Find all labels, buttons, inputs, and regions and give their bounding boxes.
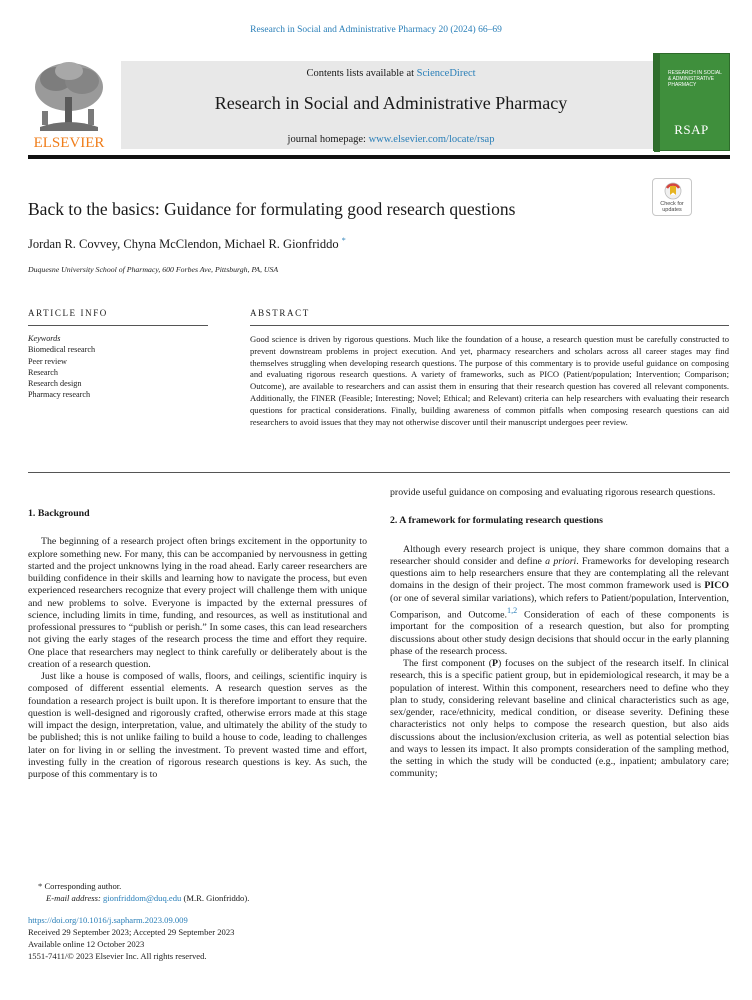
body-paragraph <box>390 544 729 659</box>
doi-link[interactable]: https://doi.org/10.1016/j.sapharm.2023.09.009 <box>28 915 188 925</box>
keywords-label: Keywords <box>28 334 61 343</box>
body-paragraph: Just like a house is composed of walls, floors, and ceilings, scientific inquiry is composed of different essential elements. A research question serves as the foundation a research project is built upon. It is therefore important to ensure that the question is well-designed and rigorously crafted, otherwise errors made at this stage will impact the design, interpretation, value, and ultimately the ability of the study to be published; this is not unlike failing to build a house to code, leading to challenges later on for living in or selling the investment. To prevent wasted time and effort, investing fully in the creation of rigorous research questions is key. As such, the purpose of this commentary is to <box>28 671 367 780</box>
term-p: P <box>492 658 499 670</box>
corresponding-line <box>28 880 428 892</box>
cover-abbreviation: RSAP <box>674 122 709 137</box>
text-run: The first component ( <box>403 658 493 670</box>
text-run: Although every research project is unique, they share common domains that a researcher should consider and define <box>390 543 729 567</box>
abstract-rule <box>250 325 729 326</box>
elsevier-logo[interactable] <box>28 57 110 153</box>
body-paragraph-continued: provide useful guidance on composing and evaluating rigorous research questions. <box>390 487 716 498</box>
corresponding-author-mark[interactable]: * <box>341 236 346 245</box>
term-pico: PICO <box>704 580 730 592</box>
cover-title: RESEARCH IN SOCIAL & ADMINISTRATIVE PHARMACY <box>668 70 722 88</box>
abstract-text: Good science is driven by rigorous questions. Much like the foundation of a house, a research question must be carefully constructed to prevent downstream problems in project execution. And yet, pharmacy researchers and scholars across all career stages may find themselves struggling when developing research questions. The purpose of this commentary is to provide useful guidance on composing and evaluating rigorous research questions. A variety of frameworks, such as PICO (Patient/population; Intervention; Comparison; Outcome), are available to researchers and can assist them in ensuring that their research question has covered all relevant components. Additionally, the FINER (Feasible; Interesting; Novel; Ethical; and Relevant) criteria can help researchers with evaluating their research questions for practical considerations. Finally, building awareness of common pitfalls when composing research questions can aid researchers to avoid issues that they may not otherwise discover until their manuscript undergoes peer review. <box>250 334 729 427</box>
keyword-item: Research <box>28 367 59 377</box>
keyword-item: Research design <box>28 379 82 389</box>
homepage-link[interactable]: www.elsevier.com/locate/rsap <box>368 134 495 145</box>
text-run: . Frameworks for developing research questions aim to help researchers ensure that they are contemplating all the relevant domains in the design of their project. The most common framework used is <box>390 555 729 592</box>
article-info-heading: ARTICLE INFO <box>28 308 108 318</box>
text-run: ) focuses on the subject of the research itself. In clinical research, this is a specific patient group, but in epidemiological research, it may be a population of interest. Within this component, researchers need to define who they plan to study, considering relevant baseline and clinical characteristics such as age, sex/gender, race/ethnicity, medical condition, or disease severity. Defining these characteristics not only helps to compose the research question, but also aids discussions about the inclusion/exclusion criteria, as well as potential selection bias and ways to lessen its impact. It also prompts consideration of the sampling method, the setting in which the study will be conducted (e.g., inpatient; ambulatory care; community; <box>390 658 729 780</box>
received-dates: Received 29 September 2023; Accepted 29 September 2023 <box>28 927 235 937</box>
abstract-heading: ABSTRACT <box>250 308 310 318</box>
homepage-line <box>121 134 661 145</box>
section-1-heading: 1. Background <box>28 508 90 519</box>
section-2-heading: 2. A framework for formulating research questions <box>390 515 603 527</box>
check-updates-label: Check for updates <box>660 201 684 213</box>
abstract-bottom-rule <box>28 472 730 473</box>
publisher-name: ELSEVIER <box>33 135 105 151</box>
email-link[interactable]: gionfriddom@duq.edu <box>102 893 182 903</box>
sciencedirect-link[interactable]: ScienceDirect <box>416 68 476 79</box>
bookmark-icon <box>653 179 693 201</box>
email-owner: (M.R. Gionfriddo). <box>183 893 250 903</box>
body-paragraph <box>390 658 729 781</box>
footnote-mark: * <box>38 881 43 891</box>
reference-link[interactable]: 1,2 <box>506 605 518 615</box>
author-names: Jordan R. Covvey, Chyna McClendon, Michael R. Gionfriddo <box>28 237 339 252</box>
contents-prefix: Contents lists available at <box>306 68 415 79</box>
text-run: (or one of several similar variations), which refers to Patient/population, Intervention, Comparison, and Outcome. <box>390 592 729 621</box>
check-for-updates-button[interactable] <box>652 178 692 216</box>
contents-line <box>121 68 661 79</box>
keyword-item: Pharmacy research <box>28 390 91 400</box>
corresponding-footnote <box>28 880 428 904</box>
keywords-block <box>28 333 208 401</box>
text-run: Consideration of each of these components is important for the composition of a research question, but also for prompting discussions about other study design decisions that should occur in the early planning phase of the research process. <box>390 609 729 657</box>
body-left-column <box>28 508 367 781</box>
copyright: 1551-7411/© 2023 Elsevier Inc. All rights reserved. <box>28 951 207 961</box>
journal-banner <box>121 61 661 149</box>
header-rule <box>28 155 730 159</box>
homepage-prefix: journal homepage: <box>287 134 366 145</box>
journal-cover[interactable] <box>653 53 730 151</box>
email-line <box>28 892 428 904</box>
publication-info <box>28 914 428 962</box>
affiliation: Duquesne University School of Pharmacy, 600 Forbes Ave, Pittsburgh, PA, USA <box>28 265 279 274</box>
journal-citation[interactable]: Research in Social and Administrative Pharmacy 20 (2024) 66–69 <box>250 25 502 35</box>
article-title: Back to the basics: Guidance for formulating good research questions <box>28 199 516 219</box>
body-paragraph: The beginning of a research project often brings excitement in the opportunity to explore something new. For many, this can be accompanied by nervousness in getting started and the project unknowns lying in the road ahead. Early career researchers are building confidence in their skills and learning how to navigate the process, but even experienced researchers recognize that every project will challenge them with unique and new problems to solve. Everyone is impacted by the external pressures of science, including limits in time, funding, and resources, as well as institutional and professional pressures to “publish or perish.” In some cases, this can lead researchers not giving the early stages of the research process the time and effort they require. One place that researchers may neglect to think carefully or deliberately about is the creation of a research question. <box>28 536 367 670</box>
author-list <box>28 236 628 252</box>
journal-masthead <box>28 55 730 155</box>
article-info-rule <box>28 325 208 326</box>
keyword-item: Peer review <box>28 356 67 366</box>
body-right-column <box>390 487 729 781</box>
journal-title: Research in Social and Administrative Pharmacy <box>214 93 568 113</box>
elsevier-tree-icon <box>28 57 110 153</box>
available-online: Available online 12 October 2023 <box>28 939 145 949</box>
emphasis: a priori <box>545 555 577 567</box>
email-label: E-mail address: <box>46 893 101 903</box>
keyword-item: Biomedical research <box>28 345 96 355</box>
corresponding-label: Corresponding author. <box>44 881 122 891</box>
